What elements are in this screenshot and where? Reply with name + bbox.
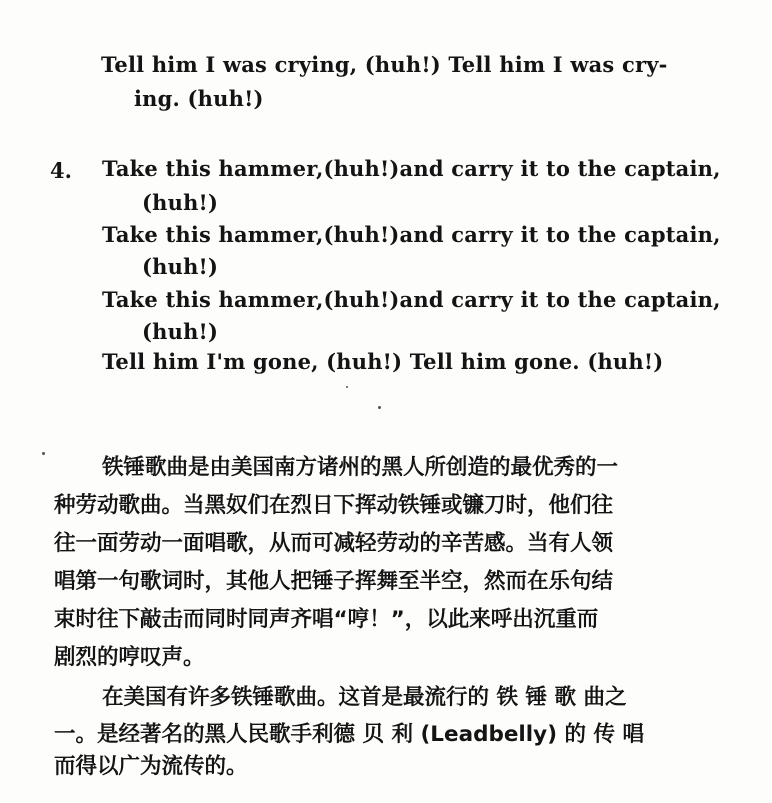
commentary-line: 种劳动歌曲。当黑奴们在烈日下挥动铁锤或镰刀时，他们往: [54, 493, 614, 518]
verse-number: 4.: [50, 158, 72, 183]
scan-speck: [378, 406, 381, 409]
commentary-line: 一。是经著名的黑人民歌手利德 贝 利 (Leadbelly) 的 传 唱: [54, 722, 644, 747]
verse-line: Take this hammer,(huh!)and carry it to the captain,: [102, 287, 721, 312]
commentary-line: 往一面劳动一面唱歌，从而可减轻劳动的辛苦感。当有人领: [54, 531, 614, 556]
verse-line: Tell him I'm gone, (huh!) Tell him gone. (huh!): [102, 349, 664, 374]
commentary-line: 唱第一句歌词时，其他人把锤子挥舞至半空，然而在乐句结: [54, 569, 614, 594]
verse-line: Take this hammer,(huh!)and carry it to the captain,: [102, 222, 721, 247]
verse-line: ing. (huh!): [134, 86, 264, 111]
verse-line: Take this hammer,(huh!)and carry it to the captain,: [102, 156, 721, 181]
commentary-line: 在美国有许多铁锤歌曲。这首是最流行的 铁 锤 歌 曲之: [102, 685, 627, 710]
commentary-line-cutoff: 而得以广为流传的。: [54, 754, 248, 779]
verse-line: Tell him I was crying, (huh!) Tell him I was cry-: [101, 52, 668, 77]
scan-speck: [42, 452, 45, 455]
commentary-line: 剧烈的哼叹声。: [54, 645, 205, 670]
cutoff-line-clip: [54, 754, 694, 803]
commentary-line: 铁锤歌曲是由美国南方诸州的黑人所创造的最优秀的一: [102, 455, 619, 480]
scan-speck: [346, 386, 348, 388]
verse-line: (huh!): [142, 190, 219, 215]
verse-line: (huh!): [142, 254, 219, 279]
verse-line: (huh!): [142, 319, 219, 344]
commentary-line: 束时往下敲击而同时同声齐唱“哼！”，以此来呼出沉重而: [54, 607, 599, 632]
